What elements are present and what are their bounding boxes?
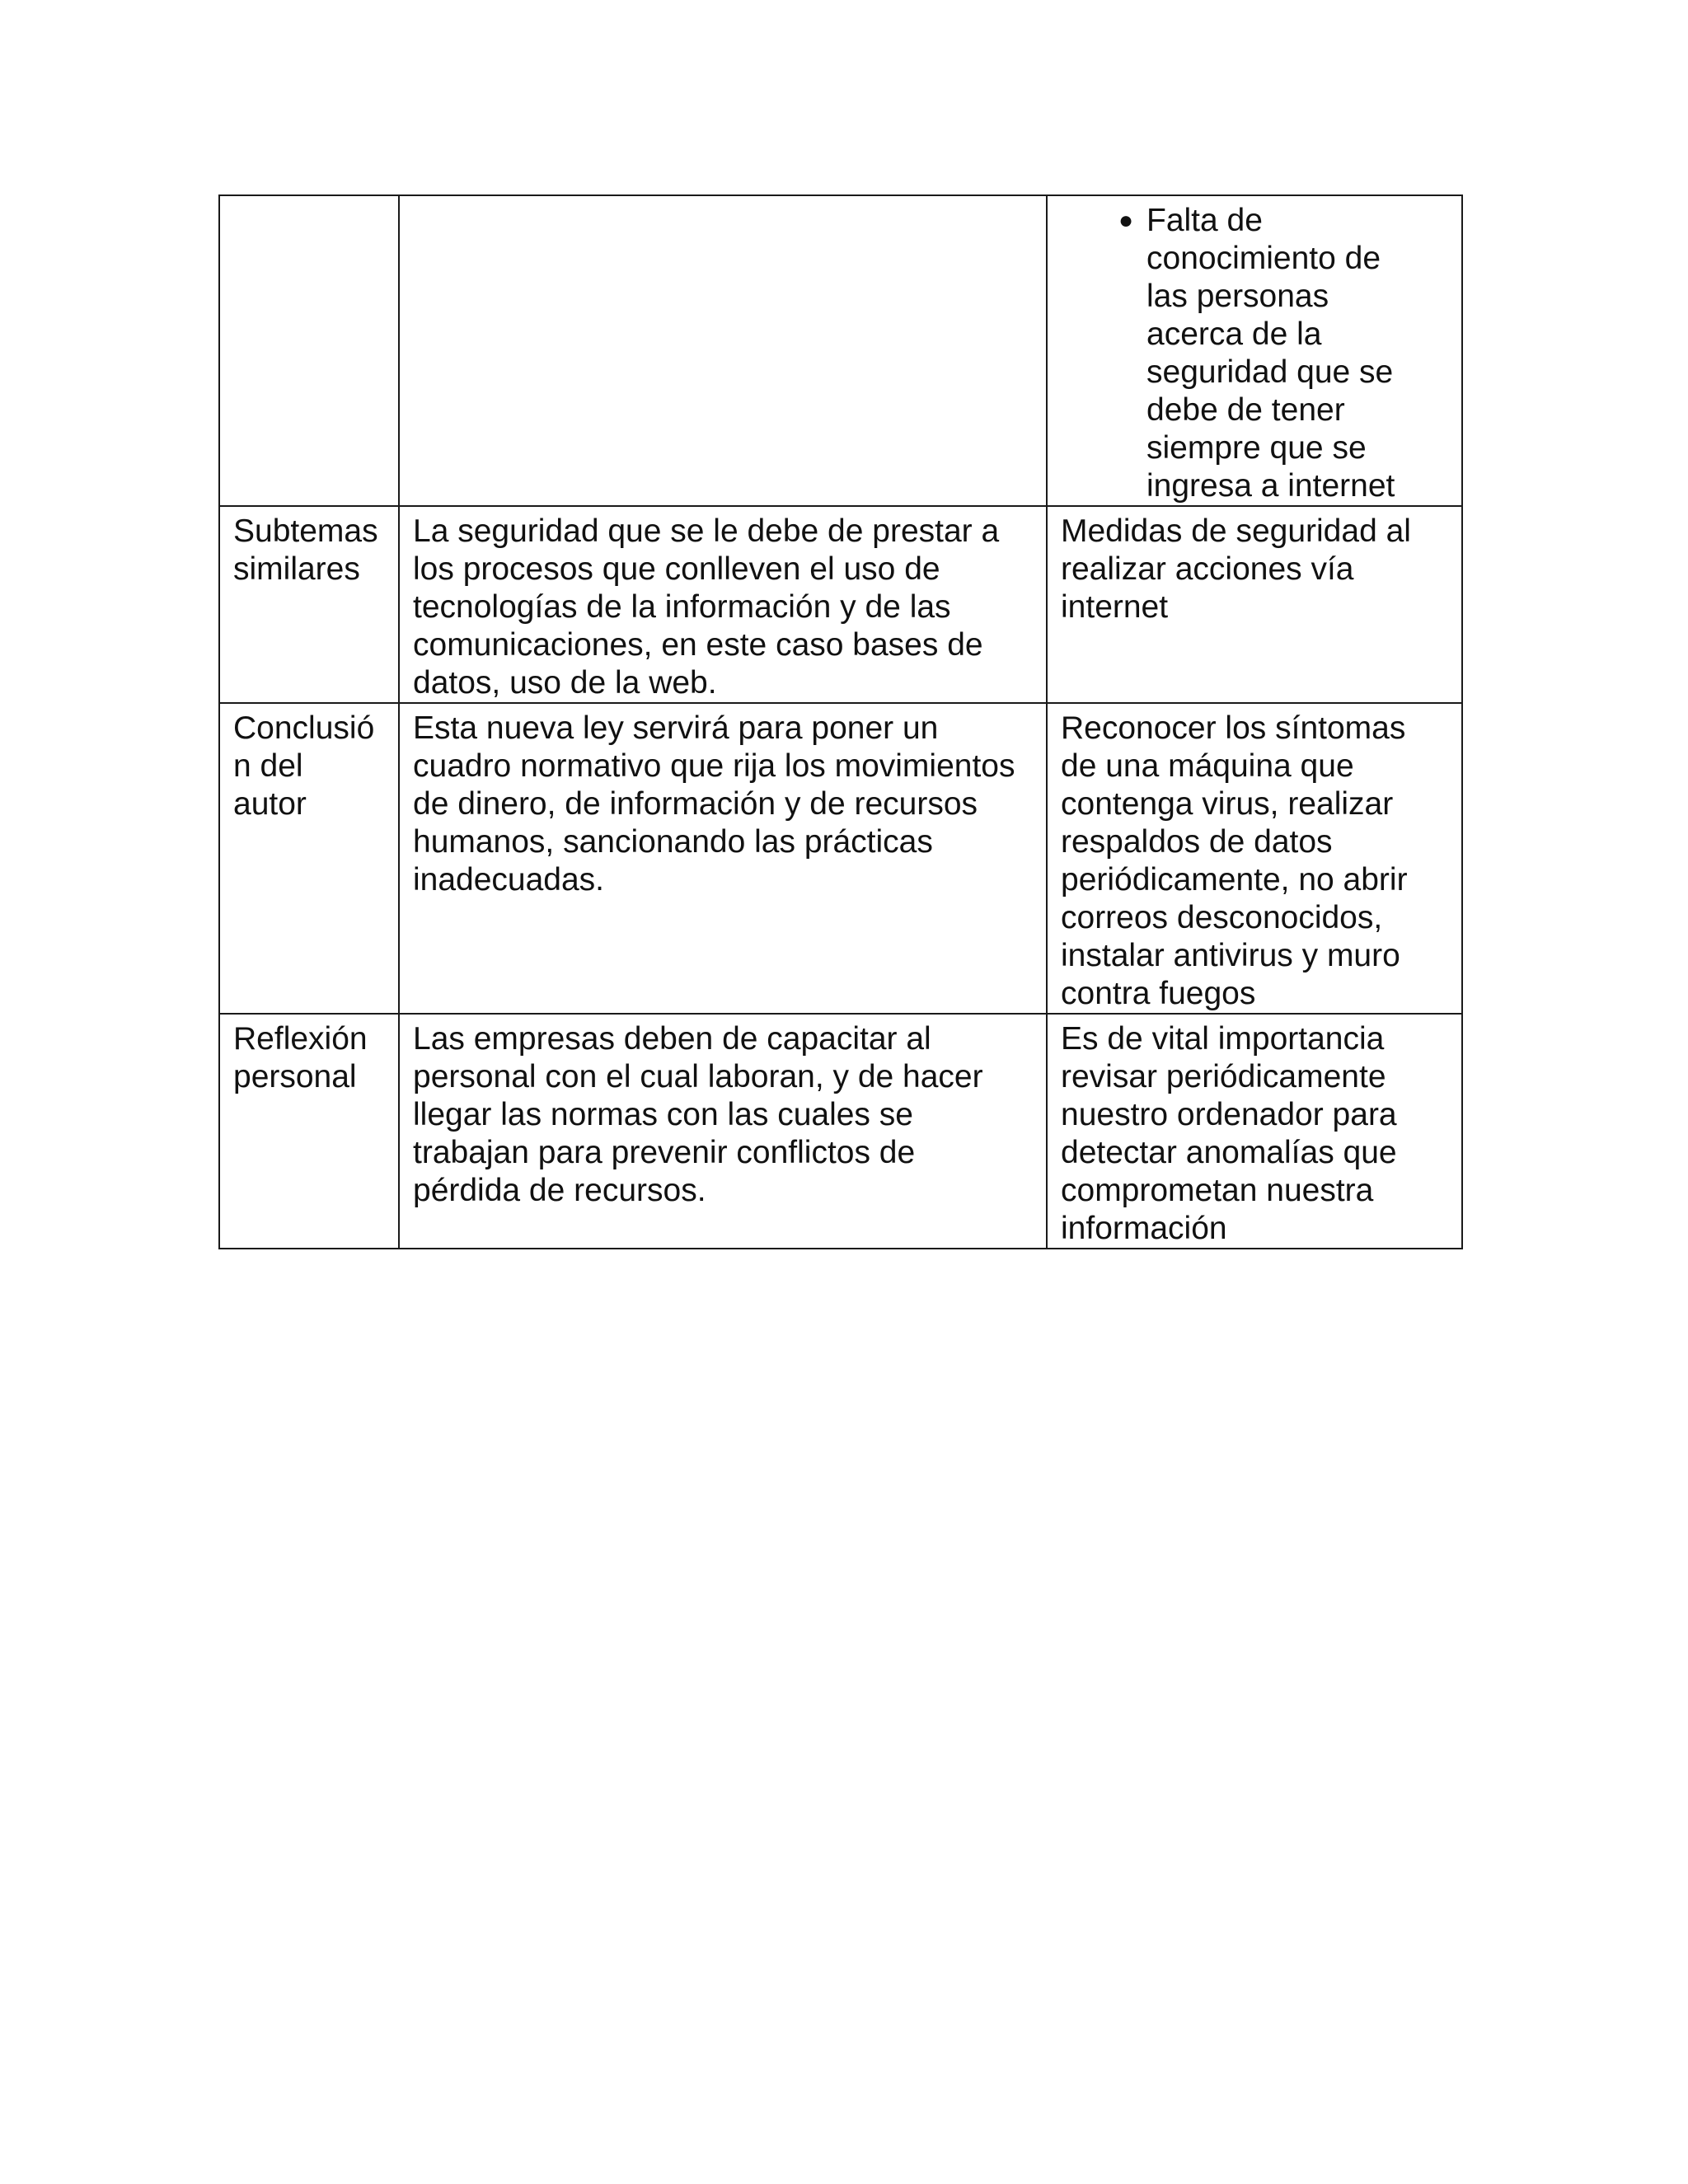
column-2-cell bbox=[399, 195, 1047, 506]
row-label: Subtemas similares bbox=[233, 513, 378, 587]
column-3-cell bbox=[1047, 506, 1462, 703]
column-2-text: Las empresas deben de capacitar al personal con el cual laboran, y de hacer llegar las normas con las cuales se trabajan para prevenir conflictos de pérdida de recursos. bbox=[413, 1021, 983, 1208]
table-row bbox=[219, 195, 1462, 506]
row-label-cell bbox=[219, 1014, 399, 1249]
comparison-table bbox=[218, 194, 1463, 1249]
column-3-cell bbox=[1047, 195, 1462, 506]
column-3-text: Reconocer los síntomas de una máquina que contenga virus, realizar respaldos de datos periódicamente, no abrir correos desconocidos, instalar antivirus y muro contra fuegos bbox=[1061, 710, 1408, 1011]
bullet-text: Falta de conocimiento de las personas acerca de la seguridad que se debe de tener siempre que se ingresa a internet bbox=[1146, 203, 1395, 504]
column-3-cell bbox=[1047, 703, 1462, 1014]
bullet-list bbox=[1061, 202, 1448, 505]
column-2-text: La seguridad que se le debe de prestar a los procesos que conlleven el uso de tecnologías de la información y de las comunicaciones, en este caso bases de datos, uso de la web. bbox=[413, 513, 1000, 701]
row-label-cell bbox=[219, 703, 399, 1014]
column-3-text: Es de vital importancia revisar periódicamente nuestro ordenador para detectar anomalías que comprometan nuestra información bbox=[1061, 1021, 1397, 1246]
table-row bbox=[219, 1014, 1462, 1249]
bullet-icon: ● bbox=[1118, 207, 1134, 234]
column-3-text: Medidas de seguridad al realizar acciones vía internet bbox=[1061, 513, 1411, 625]
column-2-cell bbox=[399, 703, 1047, 1014]
column-2-text: Esta nueva ley servirá para poner un cuadro normativo que rija los movimientos de dinero, de información y de recursos humanos, sancionando las prácticas inadecuadas. bbox=[413, 710, 1015, 898]
column-3-cell bbox=[1047, 1014, 1462, 1249]
bullet-item bbox=[1061, 202, 1448, 505]
table-row bbox=[219, 703, 1462, 1014]
row-label: Reflexión personal bbox=[233, 1021, 368, 1094]
column-2-cell bbox=[399, 506, 1047, 703]
row-label-cell bbox=[219, 506, 399, 703]
row-label-cell bbox=[219, 195, 399, 506]
column-2-cell bbox=[399, 1014, 1047, 1249]
table-row bbox=[219, 506, 1462, 703]
row-label: Conclusió n del autor bbox=[233, 710, 375, 822]
